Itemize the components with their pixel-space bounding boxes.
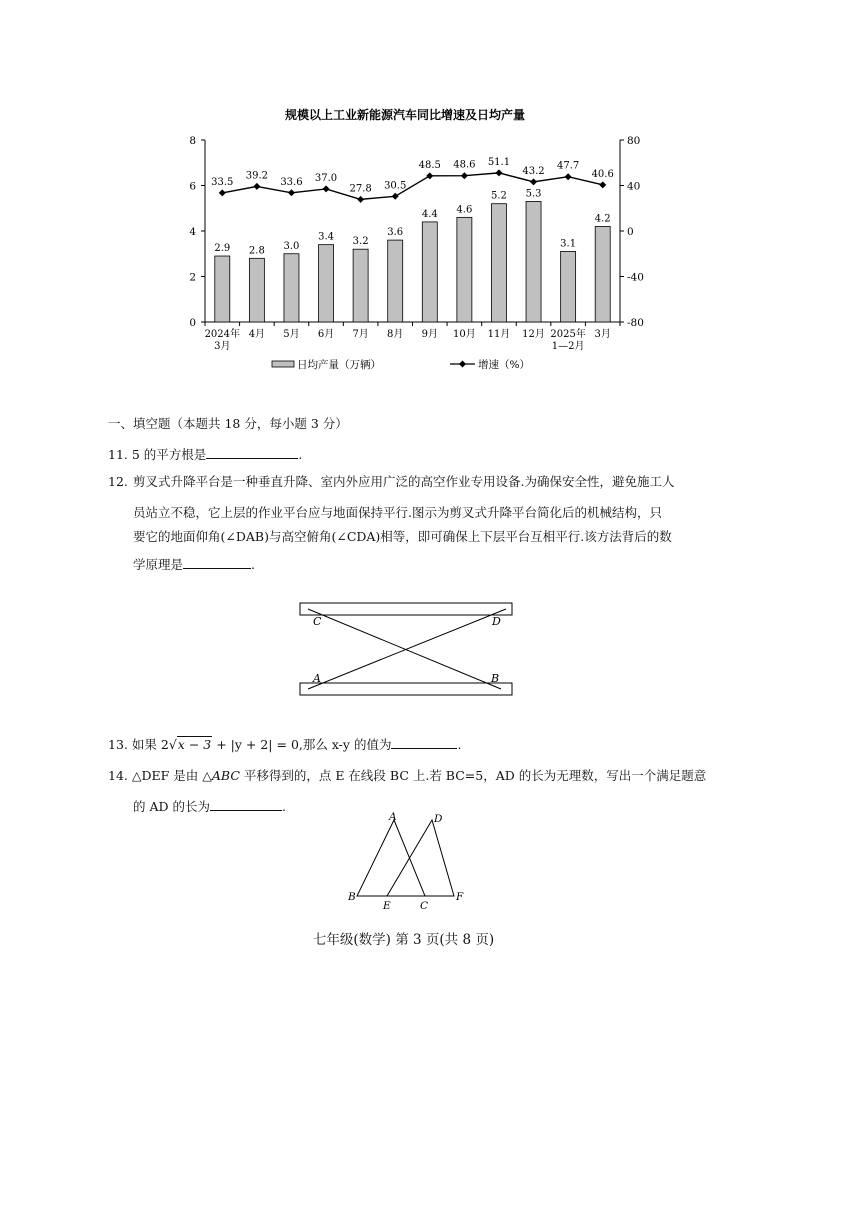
q14-triangle: △ABC xyxy=(202,768,240,783)
left-tick-label: 6 xyxy=(189,180,196,193)
x-tick-label: 6月 xyxy=(317,329,335,340)
x-tick-label: 9月 xyxy=(421,329,438,340)
line-data-label: 37.0 xyxy=(314,172,338,184)
q12-line-3: 要它的地面仰角(∠DAB)与高空俯角(∠CDA)相等，即可确保上下层平台互相平行.该方法背后的数 xyxy=(133,529,672,544)
x-tick-label: 8月 xyxy=(387,329,404,340)
fig14-label-a: A xyxy=(389,811,397,823)
bar-data-label: 3.0 xyxy=(283,240,300,252)
bar-data-label: 5.2 xyxy=(491,190,507,202)
left-tick-label: 2 xyxy=(189,271,196,284)
x-tick-label: 3月 xyxy=(214,341,231,352)
line-data-label: 33.6 xyxy=(280,176,303,188)
bar-data-label: 4.2 xyxy=(594,213,611,225)
line-point xyxy=(599,181,606,188)
q14-text-b: 平移得到的，点 E 在线段 BC 上.若 BC=5，AD 的长为无理数，写出一个满足题意 xyxy=(239,768,707,783)
chart-title: 规模以上工业新能源汽车同比增速及日均产量 xyxy=(284,108,526,122)
fig14-label-e: E xyxy=(383,900,391,912)
x-tick-label: 7月 xyxy=(352,329,369,340)
label-a: A xyxy=(313,672,321,685)
x-tick-label: 10月 xyxy=(453,329,476,340)
q14-line2-text: 的 AD 的长为 xyxy=(133,799,210,814)
bar xyxy=(319,245,334,322)
bar-data-label: 3.4 xyxy=(318,231,334,243)
chart-legend xyxy=(272,358,530,371)
left-tick-label: 8 xyxy=(189,135,196,147)
x-tick-label: 2024年 xyxy=(204,329,241,340)
lower-platform xyxy=(300,683,512,695)
line-point xyxy=(426,172,433,179)
line-point xyxy=(219,189,226,196)
right-axis xyxy=(620,135,644,329)
x-axis-labels xyxy=(205,322,620,352)
section-title: 一、填空题（本题共 18 分，每小题 3 分） xyxy=(108,416,348,431)
line-point xyxy=(288,189,295,196)
bar-data-label: 3.2 xyxy=(352,236,369,248)
bar xyxy=(561,251,576,322)
x-tick-label: 11月 xyxy=(487,329,511,340)
x-tick-label: 2025年 xyxy=(550,329,586,340)
bar-data-label: 4.6 xyxy=(456,204,473,216)
bar xyxy=(388,240,403,322)
q11-text: 5 的平方根是 xyxy=(131,447,207,462)
right-tick-label: 40 xyxy=(627,180,641,193)
bar-data-label: 2.8 xyxy=(248,245,265,257)
line-data-label: 30.5 xyxy=(384,180,407,192)
bar-data-label: 4.4 xyxy=(421,208,438,220)
right-tick-label: 80 xyxy=(627,135,641,147)
q13-radicand: x − 3 xyxy=(177,737,212,752)
question-13 xyxy=(108,729,461,760)
label-b: B xyxy=(491,672,500,685)
legend-bar-swatch xyxy=(272,361,294,367)
left-tick-label: 0 xyxy=(189,317,196,329)
q12-line-4 xyxy=(133,549,255,580)
bar xyxy=(284,254,299,322)
left-tick-label: 4 xyxy=(189,226,196,238)
x-tick-label: 4月 xyxy=(248,329,266,340)
q14-number: 14. xyxy=(108,768,128,783)
q13-text-end: ,那么 x-y 的值为 xyxy=(298,737,392,752)
line-point xyxy=(323,185,330,192)
bar xyxy=(422,222,437,322)
right-tick-label: 0 xyxy=(627,226,634,238)
line-data-label: 39.2 xyxy=(245,170,269,182)
triangles-figure xyxy=(342,810,472,914)
line-point xyxy=(461,172,468,179)
q13-answer-blank[interactable] xyxy=(391,734,457,749)
page-footer: 七年级(数学) 第 3 页(共 8 页) xyxy=(312,932,495,948)
x-tick-label: 5月 xyxy=(283,329,300,340)
line-point xyxy=(530,178,537,185)
q13-middle: + |y + 2| = 0 xyxy=(216,737,299,752)
line-data-label: 43.2 xyxy=(522,165,545,177)
line-point xyxy=(565,173,572,180)
line-point xyxy=(253,183,260,190)
upper-platform xyxy=(300,603,512,615)
line-data-label: 51.1 xyxy=(487,156,511,168)
question-14 xyxy=(108,760,706,791)
q12-answer-blank[interactable] xyxy=(183,554,251,569)
q11-text-after: . xyxy=(298,447,303,462)
bar xyxy=(353,249,368,322)
fig14-label-d: D xyxy=(434,813,443,825)
bar xyxy=(595,226,610,322)
q11-number: 11. xyxy=(108,447,128,462)
legend-line-label: 增速（%） xyxy=(478,359,530,371)
bar xyxy=(526,201,541,322)
bar-series xyxy=(214,188,610,322)
combo-chart xyxy=(150,95,710,385)
legend-line-marker xyxy=(459,361,466,368)
bar-data-label: 3.6 xyxy=(387,227,404,239)
q13-number: 13. xyxy=(108,737,128,752)
line-series xyxy=(211,157,614,203)
q12-line-1: 剪叉式升降平台是一种垂直升降、室内外应用广泛的高空作业专用设备.为确保安全性，避免施工人 xyxy=(133,474,675,489)
q13-coef: 2 xyxy=(160,737,169,752)
fig14-label-f: F xyxy=(456,891,464,903)
chart-container xyxy=(150,95,710,385)
line-data-label: 40.6 xyxy=(591,168,614,180)
sqrt-icon: √ xyxy=(168,737,177,752)
line-data-label: 48.5 xyxy=(418,159,441,171)
line-data-label: 48.6 xyxy=(453,159,476,171)
label-c: C xyxy=(313,615,322,628)
line-data-label: 33.5 xyxy=(211,176,234,188)
line-data-label: 47.7 xyxy=(556,160,580,172)
q14-line2-after: . xyxy=(282,799,286,814)
bar-data-label: 5.3 xyxy=(525,188,542,200)
q14-text-a: △DEF 是由 xyxy=(131,768,203,783)
fig14-label-b: B xyxy=(348,891,356,903)
q13-equation xyxy=(161,736,299,752)
bar xyxy=(491,204,506,322)
q12-line4-text: 学原理是 xyxy=(133,557,184,572)
x-tick-label: 3月 xyxy=(594,329,611,340)
bar xyxy=(249,258,264,322)
q14-line-2 xyxy=(133,791,286,822)
scissor-lift-figure xyxy=(296,598,518,698)
q13-text-start: 如果 xyxy=(131,737,157,752)
legend-bar-label: 日均产量（万辆） xyxy=(297,359,381,371)
right-tick-label: -40 xyxy=(627,271,644,284)
q12-line4-after: . xyxy=(251,557,255,572)
bar-data-label: 3.1 xyxy=(560,238,577,250)
fig14-label-c: C xyxy=(420,900,429,912)
x-tick-label: 12月 xyxy=(522,329,545,340)
line-point xyxy=(357,196,364,203)
triangle-abc xyxy=(357,820,425,896)
line-data-label: 27.8 xyxy=(349,183,372,195)
bar xyxy=(457,217,472,322)
line-point xyxy=(495,169,502,176)
right-tick-label: -80 xyxy=(627,317,644,329)
bar-data-label: 2.9 xyxy=(214,243,231,255)
line-point xyxy=(392,193,399,200)
q12-line-2: 员站立不稳，它上层的作业平台应与地面保持平行.图示为剪叉式升降平台简化后的机械结构，只 xyxy=(133,505,662,520)
x-tick-label: 1—2月 xyxy=(551,341,585,352)
q12-number: 12. xyxy=(108,474,128,489)
q13-text-after: . xyxy=(457,737,462,752)
q11-answer-blank[interactable] xyxy=(206,444,298,459)
label-d: D xyxy=(492,615,501,628)
q14-answer-blank[interactable] xyxy=(210,796,282,811)
bar xyxy=(215,256,230,322)
